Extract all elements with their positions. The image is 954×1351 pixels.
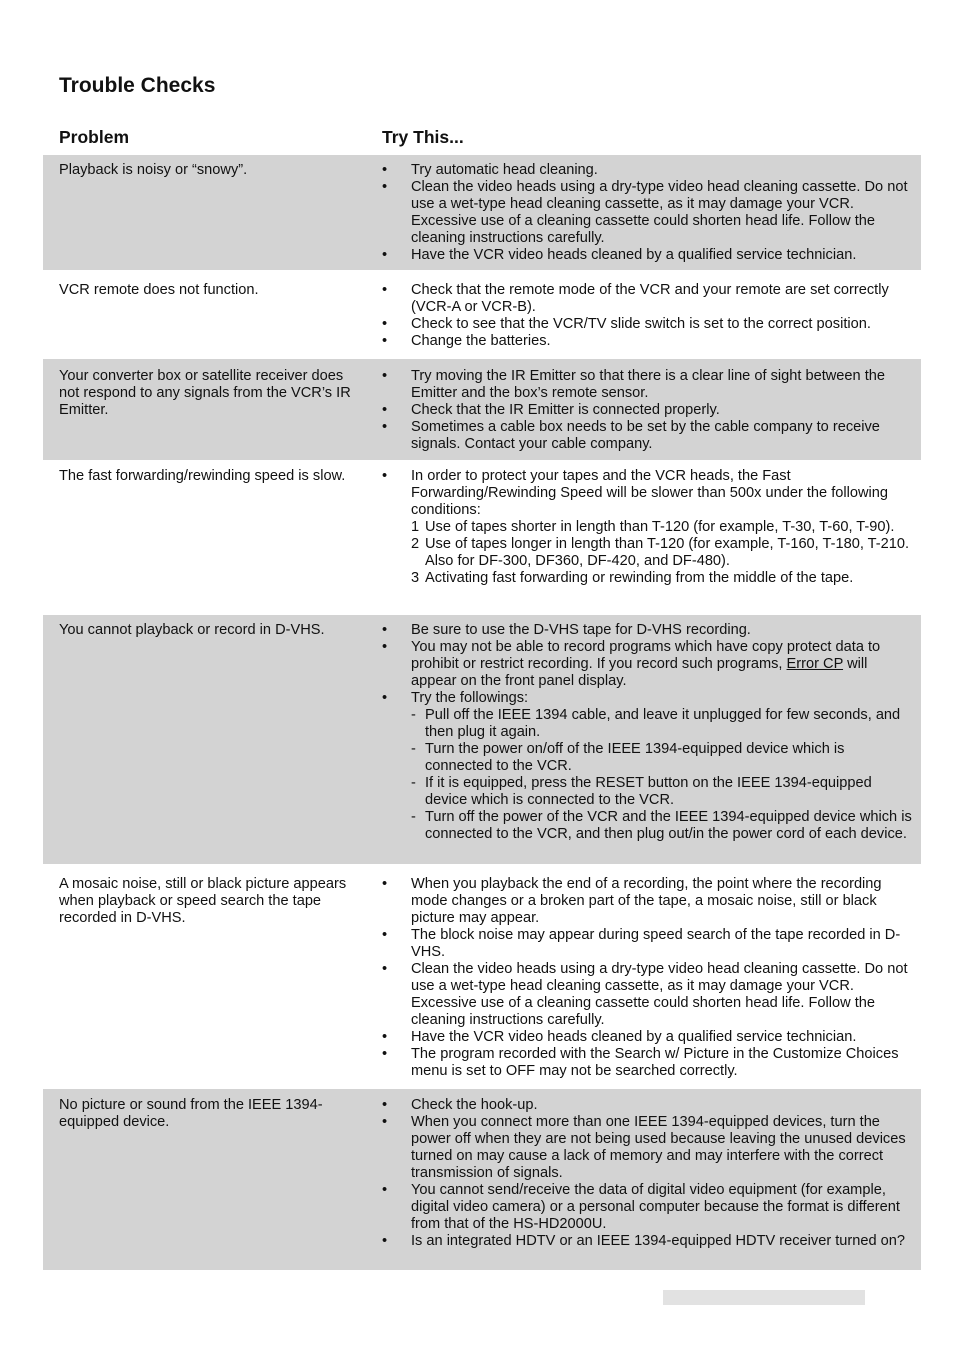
table-row (43, 359, 921, 460)
list-item: • Clean the video heads using a dry-type video head cleaning cassette. Do not use a wet-type head cleaning cassette, as it may damage your VCR. Excessive use of a cleaning cassette could shorten head life. Follow the cleaning instructions carefully. (382, 961, 908, 1028)
solution-list (382, 622, 914, 843)
problem-text: No picture or sound from the IEEE 1394-equipped device. (59, 1097, 323, 1130)
list-item: - Turn off the power of the VCR and the IEEE 1394-equipped device which is connected to the VCR, and then plug out/in the power cord of each device. (411, 809, 912, 842)
table-row (43, 155, 921, 270)
list-item: • The block noise may appear during speed search of the tape recorded in D-VHS. (382, 927, 901, 960)
table-row (43, 864, 921, 1089)
solution-list (382, 876, 914, 1080)
error-cp-indicator: Error CP (786, 656, 844, 672)
table-row (43, 615, 921, 864)
list-item: • Clean the video heads using a dry-type video head cleaning cassette. Do not use a wet-type head cleaning cassette, as it may damage your VCR. Excessive use of a cleaning cassette could shorten head life. Follow the cleaning instructions carefully. (382, 179, 908, 246)
list-item: • Have the VCR video heads cleaned by a qualified service technician. (382, 247, 857, 263)
problem-text: A mosaic noise, still or black picture appears when playback or speed search the tape recorded in D-VHS. (59, 876, 347, 926)
list-item: - Turn the power on/off of the IEEE 1394-equipped device which is connected to the VCR. (411, 741, 845, 774)
list-item: • Have the VCR video heads cleaned by a qualified service technician. (382, 1029, 857, 1045)
step-list (382, 707, 914, 843)
table-row (43, 270, 921, 359)
problem-column-header: Problem (59, 127, 130, 147)
list-item: • When you connect more than one IEEE 1394-equipped devices, turn the power off when they are not being used because leaving the unused devices turned on may cause a lack of memory and may interfere with the correct transmission of signals. (382, 1114, 906, 1181)
list-item: - Pull off the IEEE 1394 cable, and leave it unplugged for few seconds, and then plug it again. (411, 707, 901, 740)
list-item: • Check to see that the VCR/TV slide switch is set to the correct position. (382, 316, 871, 332)
list-item: • Try automatic head cleaning. (382, 162, 598, 178)
list-item: • Be sure to use the D-VHS tape for D-VHS recording. (382, 622, 751, 638)
page-title: Trouble Checks (59, 74, 216, 97)
solution-list (382, 468, 914, 587)
list-item: - If it is equipped, press the RESET button on the IEEE 1394-equipped device which is connected to the VCR. (411, 775, 872, 808)
condition-list (382, 519, 914, 587)
problem-text: The fast forwarding/rewinding speed is slow. (59, 468, 346, 484)
list-item: • Try moving the IR Emitter so that there is a clear line of sight between the Emitter and the box’s remote sensor. (382, 368, 885, 401)
list-item: • Try the followings: (382, 690, 529, 706)
problem-text: You cannot playback or record in D-VHS. (59, 622, 325, 638)
list-item: • Change the batteries. (382, 333, 551, 349)
list-item: • Is an integrated HDTV or an IEEE 1394-equipped HDTV receiver turned on? (382, 1233, 906, 1249)
list-item: • You may not be able to record programs which have copy protect data to prohibit or restrict recording. If you record such programs, Error CP will appear on the front panel display. (382, 639, 881, 689)
list-item: • Sometimes a cable box needs to be set by the cable company to receive signals. Contact your cable company. (382, 419, 880, 452)
problem-text: VCR remote does not function. (59, 282, 259, 298)
solution-list (382, 1097, 914, 1250)
try-this-column-header: Try This... (382, 127, 464, 147)
solution-list (382, 162, 914, 264)
table-row (43, 1089, 921, 1270)
problem-text: Your converter box or satellite receiver does not respond to any signals from the VCR’s IR Emitter. (59, 368, 351, 418)
footer-bar (663, 1290, 865, 1305)
list-item: • When you playback the end of a recording, the point where the recording mode changes or a broken part of the tape, a mosaic noise, still or black picture may appear. (382, 876, 882, 926)
list-item: 3 Activating fast forwarding or rewinding from the middle of the tape. (411, 570, 854, 586)
list-item: • Check that the remote mode of the VCR and your remote are set correctly (VCR-A or VCR-B). (382, 282, 889, 315)
list-item: 1 Use of tapes shorter in length than T-120 (for example, T-30, T-60, T-90). (411, 519, 895, 535)
solution-list (382, 368, 914, 453)
trouble-checks-table (43, 155, 921, 1270)
table-row (43, 460, 921, 615)
list-item: • Check that the IR Emitter is connected properly. (382, 402, 720, 418)
list-item: • You cannot send/receive the data of digital video equipment (for example, digital video camera) or a personal computer because the format is different from that of the HS-HD2000U. (382, 1182, 900, 1232)
list-item: • The program recorded with the Search w/ Picture in the Customize Choices menu is set to OFF may not be searched correctly. (382, 1046, 899, 1079)
list-item: 2 Use of tapes longer in length than T-120 (for example, T-160, T-180, T-210. Also for DF-300, DF360, DF-420, and DF-480). (411, 536, 910, 569)
list-item: • Check the hook-up. (382, 1097, 538, 1113)
solution-list (382, 282, 914, 350)
list-item: • In order to protect your tapes and the VCR heads, the Fast Forwarding/Rewinding Speed will be slower than 500x under the following conditions: (382, 468, 889, 518)
problem-text: Playback is noisy or “snowy”. (59, 162, 248, 178)
